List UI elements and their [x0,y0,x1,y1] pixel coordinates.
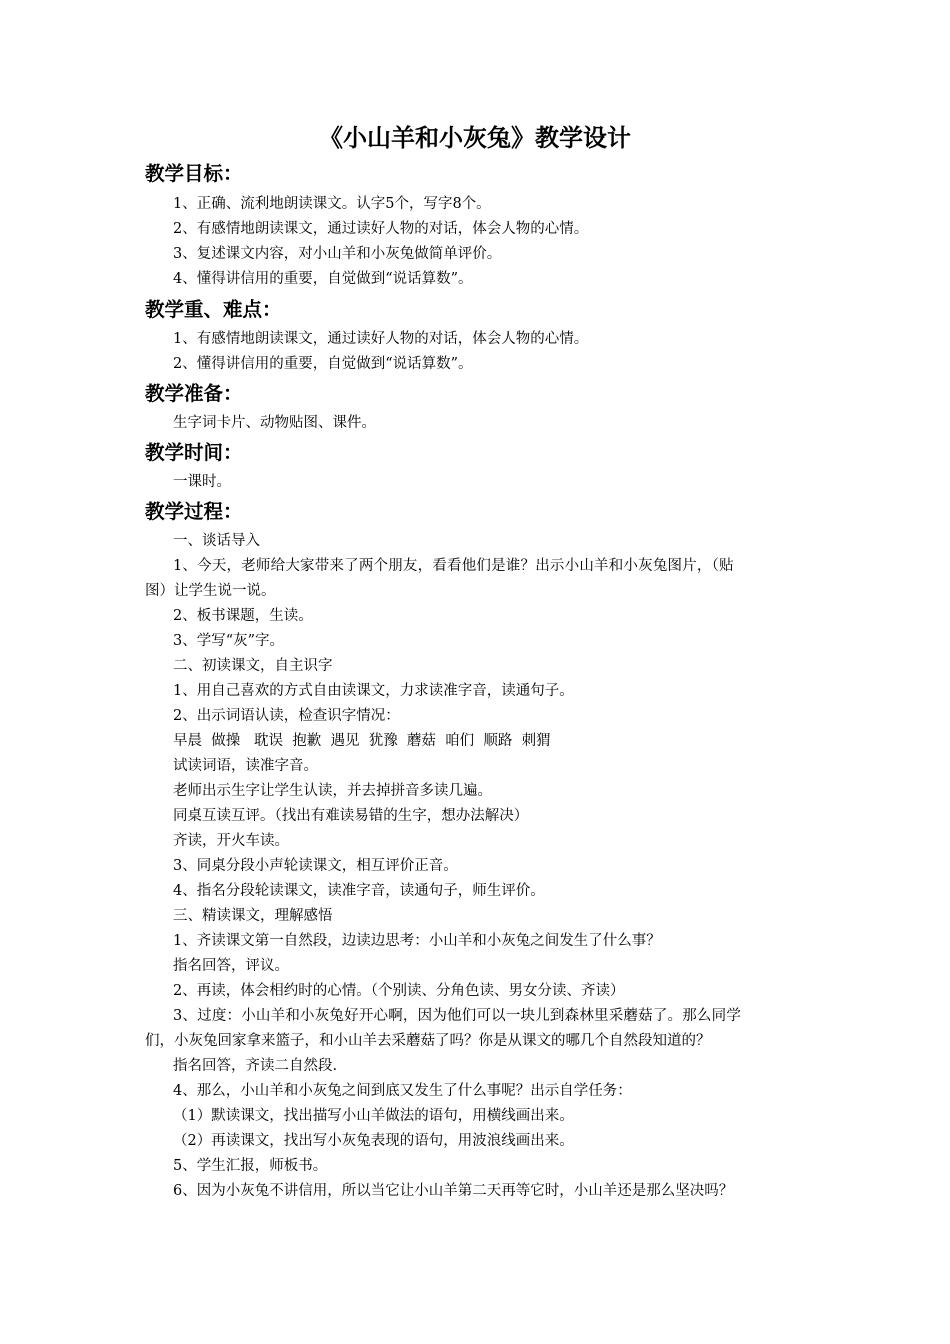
preparation-item: 生字词卡片、动物贴图、课件。 [173,415,376,431]
process-line: （1）默读课文，找出描写小山羊做法的语句，用横线画出来。 [173,1108,574,1124]
process-line: 同桌互读互评。（找出有难读易错的生字，想办法解决） [173,808,529,824]
process-line: 3、同桌分段小声轮读课文，相互评价正音。 [173,858,458,874]
process-line: 6、因为小灰兔不讲信用，所以当它让小山羊第二天再等它时，小山羊还是那么坚决吗？ [173,1183,734,1199]
process-line: 三、精读课文，理解感悟 [173,908,333,924]
section-heading-preparation: 教学准备： [145,382,243,405]
process-line: 2、再读，体会相约时的心情。（个别读、分角色读、男女分读、齐读） [173,983,625,999]
process-line: 老师出示生字让学生认读，并去掉拼音多读几遍。 [173,783,492,799]
process-line: 1、齐读课文第一自然段，边读边思考：小山羊和小灰兔之间发生了什么事？ [173,933,661,949]
process-line: 试读词语，读准字音。 [173,758,318,774]
process-line: （2）再读课文，找出写小灰兔表现的语句，用波浪线画出来。 [173,1133,574,1149]
process-line: 一、谈话导入 [173,533,260,549]
section-heading-time: 教学时间： [145,441,243,464]
process-line: 3、过度：小山羊和小灰兔好开心啊，因为他们可以一块儿到森林里采蘑菇了。那么同学 [173,1008,742,1024]
process-line: 2、出示词语认读，检查识字情况： [173,708,400,724]
goal-item: 1、正确、流利地朗读课文。认字5个，写字8个。 [173,196,491,212]
vocabulary-list: 早晨 做操 耽误 抱歉 遇见 犹豫 蘑菇 咱们 顺路 刺猬 [173,733,551,749]
process-line: 指名回答，评议。 [173,958,289,974]
process-line: 指名回答，齐读二自然段. [173,1058,338,1074]
process-line: 2、板书课题，生读。 [173,608,313,624]
process-line: 1、用自己喜欢的方式自由读课文，力求读准字音，读通句子。 [173,683,574,699]
process-line: 5、学生汇报，师板书。 [173,1158,328,1174]
process-line: 们，小灰兔回家拿来篮子，和小山羊去采蘑菇了吗？你是从课文的哪几个自然段知道的？ [145,1033,711,1049]
section-heading-goals: 教学目标： [145,162,243,185]
key-point-item: 2、懂得讲信用的重要，自觉做到“说话算数”。 [173,356,473,372]
document-title: 《小山羊和小灰兔》教学设计 [319,124,631,152]
time-item: 一课时。 [173,474,231,490]
key-point-item: 1、有感情地朗读课文，通过读好人物的对话，体会人物的心情。 [173,331,589,347]
goal-item: 3、复述课文内容，对小山羊和小灰兔做简单评价。 [173,246,502,262]
process-line: 1、今天，老师给大家带来了两个朋友，看看他们是谁？出示小山羊和小灰兔图片，（贴 [173,558,734,574]
section-heading-key-points: 教学重、难点： [145,298,282,321]
process-line: 二、初读课文，自主识字 [173,658,333,674]
process-line: 齐读，开火车读。 [173,833,289,849]
goal-item: 4、懂得讲信用的重要，自觉做到“说话算数”。 [173,271,473,287]
goal-item: 2、有感情地朗读课文，通过读好人物的对话，体会人物的心情。 [173,221,589,237]
process-line: 3、学写“灰”字。 [173,633,285,649]
process-line: 4、那么，小山羊和小灰兔之间到底又发生了什么事呢？出示自学任务： [173,1083,632,1099]
process-line: 图）让学生说一说。 [145,583,276,599]
section-heading-process: 教学过程： [145,500,243,523]
process-line: 4、指名分段轮读课文，读准字音，读通句子，师生评价。 [173,883,545,899]
